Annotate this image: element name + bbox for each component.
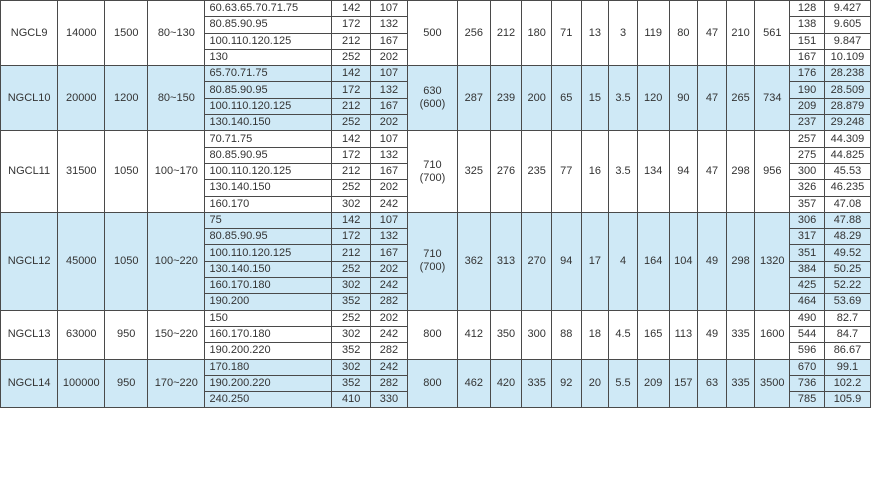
tail-value-cell: 128 (790, 1, 825, 17)
dimension-cell: 335 (726, 310, 755, 359)
dimension-cell: 18 (581, 310, 609, 359)
weight-cell: 44.309 (824, 131, 870, 147)
d-alt-value: (700) (419, 261, 446, 274)
d-cell (407, 131, 457, 212)
dimension-cell: 134 (637, 131, 669, 212)
table-row (1, 131, 871, 147)
bore-diameters-cell: 100.110.120.125 (205, 245, 332, 261)
bore-diameters-cell: 70.71.75 (205, 131, 332, 147)
weight-cell: 99.1 (824, 359, 870, 375)
length-l-cell: 252 (332, 115, 371, 131)
dimension-cell: 65 (551, 66, 581, 131)
tail-value-cell: 326 (790, 180, 825, 196)
length-l1-cell: 167 (371, 245, 408, 261)
diameter-range-cell: 80~130 (148, 1, 205, 66)
weight-cell: 9.847 (824, 33, 870, 49)
model-cell: NGCL9 (1, 1, 58, 66)
dimension-cell: 462 (457, 359, 490, 408)
length-l-cell: 142 (332, 131, 371, 147)
dimension-cell: 164 (637, 212, 669, 310)
length-l-cell: 212 (332, 98, 371, 114)
tail-value-cell: 151 (790, 33, 825, 49)
bore-diameters-cell: 190.200.220 (205, 343, 332, 359)
diameter-range-cell: 100~170 (148, 131, 205, 212)
bore-diameters-cell: 190.200.220 (205, 375, 332, 391)
length-l-cell: 172 (332, 82, 371, 98)
length-l1-cell: 107 (371, 1, 408, 17)
length-l-cell: 172 (332, 17, 371, 33)
dimension-cell: 17 (581, 212, 609, 310)
weight-cell: 53.69 (824, 294, 870, 310)
dimension-cell: 298 (726, 212, 755, 310)
torque-cell: 14000 (58, 1, 105, 66)
length-l-cell: 302 (332, 359, 371, 375)
bore-diameters-cell: 240.250 (205, 392, 332, 408)
weight-cell: 105.9 (824, 392, 870, 408)
tail-value-cell: 357 (790, 196, 825, 212)
bore-diameters-cell: 190.200 (205, 294, 332, 310)
dimension-cell: 313 (490, 212, 522, 310)
length-l-cell: 252 (332, 49, 371, 65)
dimension-cell: 92 (551, 359, 581, 408)
dimension-cell: 420 (490, 359, 522, 408)
dimension-cell: 49 (698, 212, 727, 310)
torque-cell: 63000 (58, 310, 105, 359)
weight-cell: 9.427 (824, 1, 870, 17)
length-l-cell: 212 (332, 163, 371, 179)
length-l-cell: 352 (332, 375, 371, 391)
length-l-cell: 172 (332, 147, 371, 163)
bore-diameters-cell: 160.170.180 (205, 326, 332, 342)
bore-diameters-cell: 130.140.150 (205, 261, 332, 277)
diameter-range-cell: 100~220 (148, 212, 205, 310)
bore-diameters-cell: 130 (205, 49, 332, 65)
dimension-cell: 270 (522, 212, 552, 310)
bore-diameters-cell: 170.180 (205, 359, 332, 375)
length-l-cell: 352 (332, 343, 371, 359)
length-l-cell: 142 (332, 212, 371, 228)
dimension-cell: 13 (581, 1, 609, 66)
dimension-cell: 77 (551, 131, 581, 212)
length-l-cell: 252 (332, 261, 371, 277)
dimension-cell: 300 (522, 310, 552, 359)
length-l1-cell: 282 (371, 375, 408, 391)
speed-cell: 950 (105, 310, 148, 359)
length-l1-cell: 132 (371, 229, 408, 245)
dimension-cell: 298 (726, 131, 755, 212)
length-l-cell: 212 (332, 245, 371, 261)
dimension-cell: 412 (457, 310, 490, 359)
length-l-cell: 302 (332, 196, 371, 212)
torque-cell: 31500 (58, 131, 105, 212)
length-l1-cell: 132 (371, 17, 408, 33)
bore-diameters-cell: 75 (205, 212, 332, 228)
dimension-cell: 287 (457, 66, 490, 131)
dimension-cell: 3500 (755, 359, 790, 408)
bore-diameters-cell: 60.63.65.70.71.75 (205, 1, 332, 17)
tail-value-cell: 167 (790, 49, 825, 65)
table-row (1, 66, 871, 82)
tail-value-cell: 736 (790, 375, 825, 391)
d-cell (407, 66, 457, 131)
dimension-cell: 94 (669, 131, 698, 212)
length-l1-cell: 202 (371, 310, 408, 326)
d-value: 800 (423, 328, 442, 341)
length-l1-cell: 242 (371, 326, 408, 342)
dimension-cell: 734 (755, 66, 790, 131)
tail-value-cell: 464 (790, 294, 825, 310)
d-value: 710 (423, 158, 442, 171)
length-l1-cell: 242 (371, 359, 408, 375)
length-l-cell: 172 (332, 229, 371, 245)
weight-cell: 47.88 (824, 212, 870, 228)
dimension-cell: 256 (457, 1, 490, 66)
weight-cell: 29.248 (824, 115, 870, 131)
bore-diameters-cell: 80.85.90.95 (205, 147, 332, 163)
dimension-cell: 120 (637, 66, 669, 131)
table-row (1, 1, 871, 17)
tail-value-cell: 176 (790, 66, 825, 82)
length-l1-cell: 107 (371, 131, 408, 147)
speed-cell: 1050 (105, 131, 148, 212)
dimension-cell: 3 (609, 1, 638, 66)
dimension-cell: 362 (457, 212, 490, 310)
dimension-cell: 157 (669, 359, 698, 408)
bore-diameters-cell: 100.110.120.125 (205, 163, 332, 179)
dimension-cell: 88 (551, 310, 581, 359)
speed-cell: 1500 (105, 1, 148, 66)
weight-cell: 86.67 (824, 343, 870, 359)
dimension-cell: 239 (490, 66, 522, 131)
dimension-cell: 265 (726, 66, 755, 131)
tail-value-cell: 490 (790, 310, 825, 326)
length-l1-cell: 167 (371, 163, 408, 179)
dimension-cell: 180 (522, 1, 552, 66)
bore-diameters-cell: 65.70.71.75 (205, 66, 332, 82)
weight-cell: 28.509 (824, 82, 870, 98)
model-cell: NGCL11 (1, 131, 58, 212)
length-l-cell: 410 (332, 392, 371, 408)
dimension-cell: 956 (755, 131, 790, 212)
tail-value-cell: 317 (790, 229, 825, 245)
dimension-cell: 49 (698, 310, 727, 359)
tail-value-cell: 596 (790, 343, 825, 359)
dimension-cell: 210 (726, 1, 755, 66)
bore-diameters-cell: 130.140.150 (205, 115, 332, 131)
dimension-cell: 212 (490, 1, 522, 66)
model-cell: NGCL14 (1, 359, 58, 408)
length-l1-cell: 330 (371, 392, 408, 408)
torque-cell: 45000 (58, 212, 105, 310)
tail-value-cell: 257 (790, 131, 825, 147)
tail-value-cell: 384 (790, 261, 825, 277)
dimension-cell: 335 (726, 359, 755, 408)
dimension-cell: 47 (698, 1, 727, 66)
length-l-cell: 252 (332, 180, 371, 196)
tail-value-cell: 190 (790, 82, 825, 98)
weight-cell: 28.879 (824, 98, 870, 114)
d-value: 800 (423, 376, 442, 389)
dimension-cell: 20 (581, 359, 609, 408)
dimension-cell: 94 (551, 212, 581, 310)
dimension-cell: 325 (457, 131, 490, 212)
tail-value-cell: 209 (790, 98, 825, 114)
table-row (1, 359, 871, 375)
weight-cell: 44.825 (824, 147, 870, 163)
tail-value-cell: 300 (790, 163, 825, 179)
weight-cell: 50.25 (824, 261, 870, 277)
length-l1-cell: 202 (371, 180, 408, 196)
d-alt-value: (700) (419, 171, 446, 184)
tail-value-cell: 670 (790, 359, 825, 375)
length-l-cell: 252 (332, 310, 371, 326)
torque-cell: 100000 (58, 359, 105, 408)
length-l-cell: 302 (332, 278, 371, 294)
d-value: 500 (423, 26, 442, 39)
length-l1-cell: 202 (371, 115, 408, 131)
length-l1-cell: 107 (371, 66, 408, 82)
tail-value-cell: 351 (790, 245, 825, 261)
dimension-cell: 4 (609, 212, 638, 310)
dimension-cell: 209 (637, 359, 669, 408)
length-l1-cell: 242 (371, 278, 408, 294)
weight-cell: 45.53 (824, 163, 870, 179)
table-row (1, 310, 871, 326)
length-l1-cell: 202 (371, 49, 408, 65)
d-cell (407, 212, 457, 310)
speed-cell: 1200 (105, 66, 148, 131)
dimension-cell: 561 (755, 1, 790, 66)
d-cell (407, 310, 457, 359)
length-l1-cell: 132 (371, 82, 408, 98)
tail-value-cell: 544 (790, 326, 825, 342)
tail-value-cell: 425 (790, 278, 825, 294)
model-cell: NGCL12 (1, 212, 58, 310)
dimension-cell: 119 (637, 1, 669, 66)
dimension-cell: 104 (669, 212, 698, 310)
dimension-cell: 16 (581, 131, 609, 212)
dimension-cell: 165 (637, 310, 669, 359)
d-value: 710 (423, 248, 442, 261)
length-l-cell: 142 (332, 66, 371, 82)
dimension-cell: 235 (522, 131, 552, 212)
bore-diameters-cell: 160.170 (205, 196, 332, 212)
length-l1-cell: 132 (371, 147, 408, 163)
torque-cell: 20000 (58, 66, 105, 131)
bore-diameters-cell: 100.110.120.125 (205, 33, 332, 49)
dimension-cell: 15 (581, 66, 609, 131)
length-l1-cell: 167 (371, 33, 408, 49)
dimension-cell: 5.5 (609, 359, 638, 408)
weight-cell: 10.109 (824, 49, 870, 65)
speed-cell: 950 (105, 359, 148, 408)
length-l1-cell: 107 (371, 212, 408, 228)
d-cell (407, 1, 457, 66)
model-cell: NGCL10 (1, 66, 58, 131)
dimension-cell: 90 (669, 66, 698, 131)
weight-cell: 52.22 (824, 278, 870, 294)
bore-diameters-cell: 80.85.90.95 (205, 17, 332, 33)
dimension-cell: 3.5 (609, 66, 638, 131)
length-l-cell: 352 (332, 294, 371, 310)
dimension-cell: 1600 (755, 310, 790, 359)
weight-cell: 48.29 (824, 229, 870, 245)
diameter-range-cell: 170~220 (148, 359, 205, 408)
length-l1-cell: 282 (371, 343, 408, 359)
weight-cell: 9.605 (824, 17, 870, 33)
dimension-cell: 350 (490, 310, 522, 359)
d-alt-value: (600) (419, 98, 446, 111)
tail-value-cell: 785 (790, 392, 825, 408)
tail-value-cell: 275 (790, 147, 825, 163)
length-l-cell: 302 (332, 326, 371, 342)
bore-diameters-cell: 150 (205, 310, 332, 326)
d-value: 630 (423, 85, 442, 98)
length-l-cell: 142 (332, 1, 371, 17)
bore-diameters-cell: 80.85.90.95 (205, 82, 332, 98)
dimension-cell: 1320 (755, 212, 790, 310)
bore-diameters-cell: 130.140.150 (205, 180, 332, 196)
length-l1-cell: 202 (371, 261, 408, 277)
weight-cell: 84.7 (824, 326, 870, 342)
model-cell: NGCL13 (1, 310, 58, 359)
tail-value-cell: 306 (790, 212, 825, 228)
length-l1-cell: 167 (371, 98, 408, 114)
tail-value-cell: 138 (790, 17, 825, 33)
dimension-cell: 80 (669, 1, 698, 66)
dimension-cell: 113 (669, 310, 698, 359)
dimension-cell: 276 (490, 131, 522, 212)
weight-cell: 102.2 (824, 375, 870, 391)
table-row (1, 212, 871, 228)
weight-cell: 49.52 (824, 245, 870, 261)
length-l1-cell: 242 (371, 196, 408, 212)
dimension-cell: 4.5 (609, 310, 638, 359)
d-cell (407, 359, 457, 408)
diameter-range-cell: 80~150 (148, 66, 205, 131)
weight-cell: 28.238 (824, 66, 870, 82)
weight-cell: 82.7 (824, 310, 870, 326)
diameter-range-cell: 150~220 (148, 310, 205, 359)
dimension-cell: 47 (698, 131, 727, 212)
bore-diameters-cell: 100.110.120.125 (205, 98, 332, 114)
weight-cell: 47.08 (824, 196, 870, 212)
bore-diameters-cell: 160.170.180 (205, 278, 332, 294)
dimension-cell: 71 (551, 1, 581, 66)
tail-value-cell: 237 (790, 115, 825, 131)
dimension-cell: 63 (698, 359, 727, 408)
dimension-cell: 335 (522, 359, 552, 408)
dimension-cell: 47 (698, 66, 727, 131)
weight-cell: 46.235 (824, 180, 870, 196)
speed-cell: 1050 (105, 212, 148, 310)
length-l1-cell: 282 (371, 294, 408, 310)
bore-diameters-cell: 80.85.90.95 (205, 229, 332, 245)
length-l-cell: 212 (332, 33, 371, 49)
dimension-cell: 3.5 (609, 131, 638, 212)
dimension-cell: 200 (522, 66, 552, 131)
